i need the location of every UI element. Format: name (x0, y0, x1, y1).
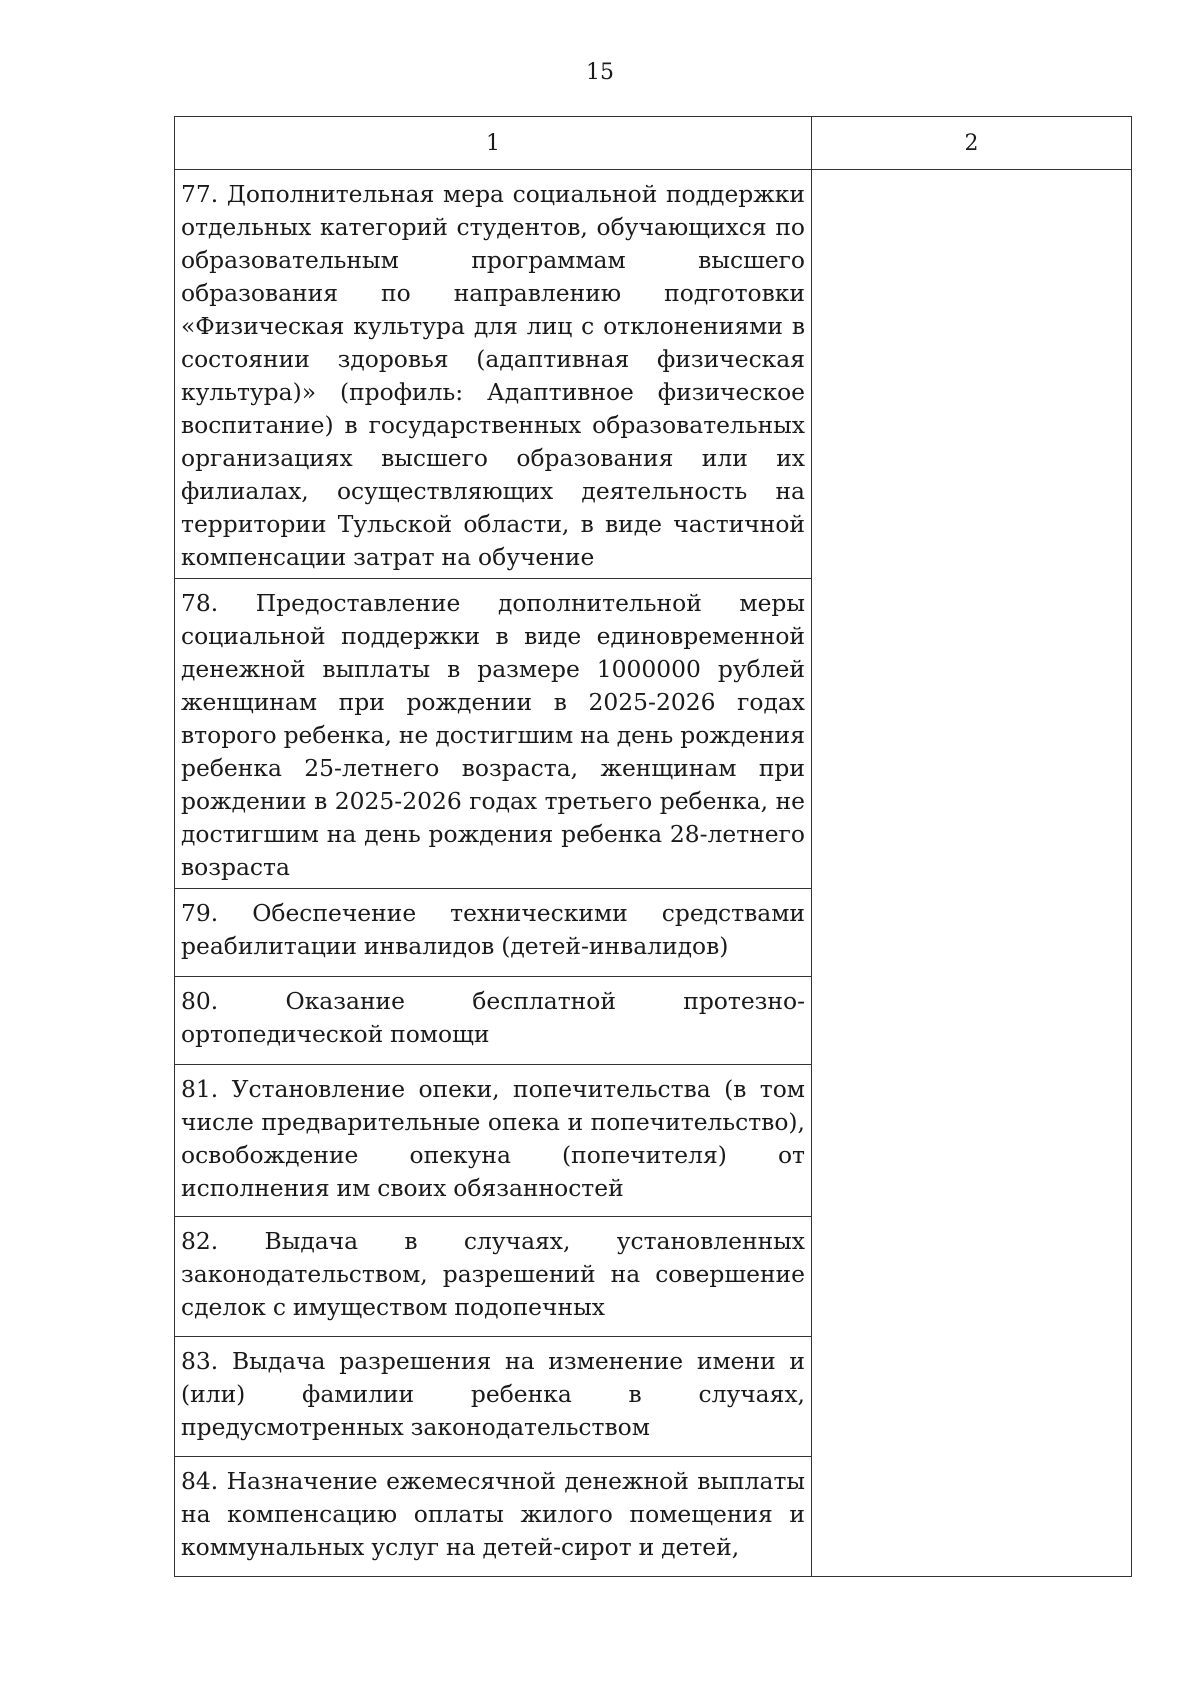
item-79: 79. Обеспечение техническими средствами реабилитации инвалидов (детей-инвалидов) (175, 889, 812, 977)
item-83: 83. Выдача разрешения на изменение имени и (или) фамилии ребенка в случаях, предусмотренных законодательством (175, 1337, 812, 1457)
column-2-cell (812, 170, 1132, 1577)
item-81: 81. Установление опеки, попечительства (в том числе предварительные опека и попечительство), освобождение опекуна (попечителя) от исполнения им своих обязанностей (175, 1065, 812, 1217)
item-84: 84. Назначение ежемесячной денежной выплаты на компенсацию оплаты жилого помещения и коммунальных услуг на детей-сирот и детей, (175, 1457, 812, 1577)
column-header-2: 2 (812, 117, 1132, 170)
item-78: 78. Предоставление дополнительной меры социальной поддержки в виде единовременной денежной выплаты в размере 1000000 рублей женщинам при рождении в 2025-2026 годах второго ребенка, не достигшим на день рождения ребенка 25-летнего возраста, женщинам при рождении в 2025-2026 годах третьего ребенка, не достигшим на день рождения ребенка 28-летнего возраста (175, 579, 812, 889)
item-82: 82. Выдача в случаях, установленных законодательством, разрешений на совершение сделок с имуществом подопечных (175, 1217, 812, 1337)
table-row (175, 170, 1132, 579)
page-number: 15 (586, 60, 614, 85)
column-header-1: 1 (175, 117, 812, 170)
services-table (174, 116, 1132, 1577)
table-header-row (175, 117, 1132, 170)
item-77: 77. Дополнительная мера социальной поддержки отдельных категорий студентов, обучающихся по образовательным программам высшего образования по направлению подготовки «Физическая культура для лиц с отклонениями в состоянии здоровья (адаптивная физическая культура)» (профиль: Адаптивное физическое воспитание) в государственных образовательных организациях высшего образования или их филиалах, осуществляющих деятельность на территории Тульской области, в виде частичной компенсации затрат на обучение (175, 170, 812, 579)
item-80: 80. Оказание бесплатной протезно-ортопедической помощи (175, 977, 812, 1065)
